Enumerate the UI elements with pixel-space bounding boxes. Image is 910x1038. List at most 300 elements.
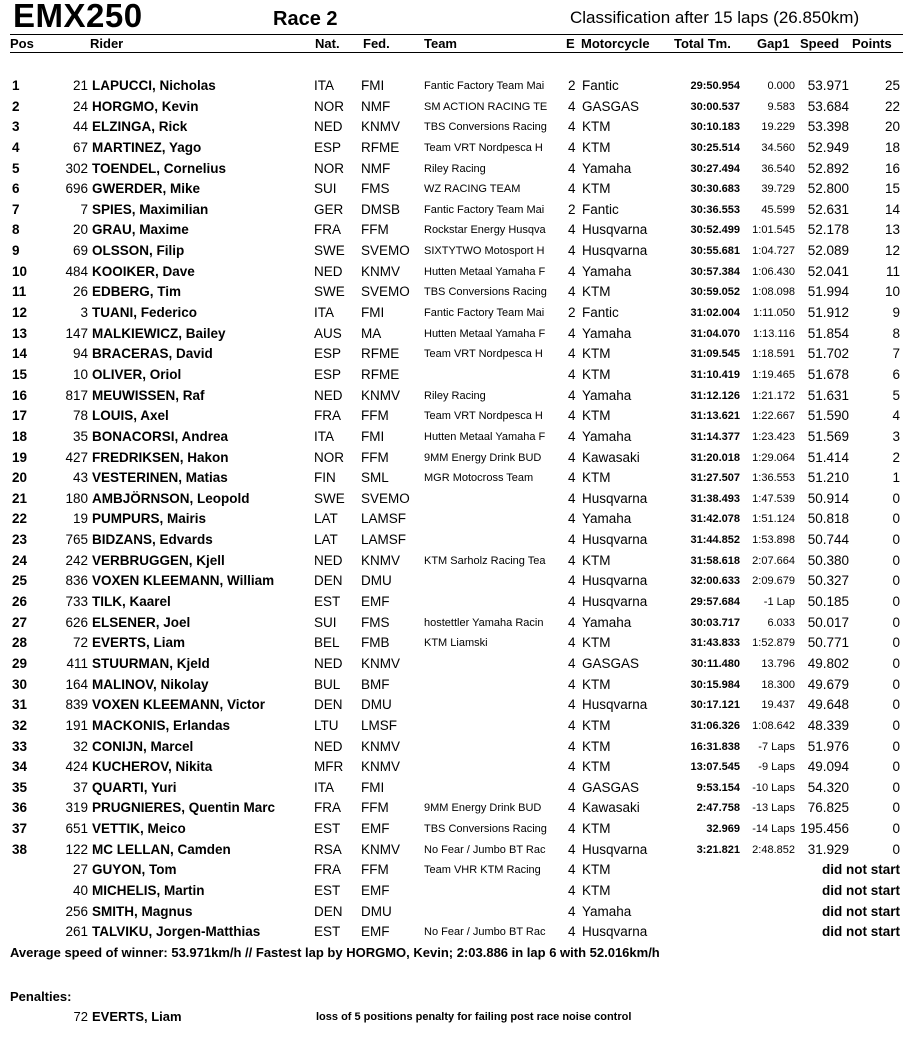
row-nat: NED [314, 738, 343, 754]
row-rider: MALKIEWICZ, Bailey [92, 325, 226, 341]
row-nat: FRA [314, 408, 341, 424]
row-motorcycle: GASGAS [582, 779, 640, 795]
row-motorcycle: KTM [582, 119, 611, 135]
table-row [10, 571, 903, 592]
row-pos: 8 [12, 222, 20, 238]
row-e: 4 [568, 470, 576, 486]
row-total-time: 31:20.018 [690, 451, 740, 464]
row-gap: 36.540 [761, 162, 795, 175]
row-e: 4 [568, 243, 576, 259]
row-speed: 54.320 [807, 779, 849, 795]
row-fed: EMF [361, 882, 390, 898]
row-team: TBS Conversions Racing [424, 823, 547, 836]
row-team: Team VRT Nordpesca H [424, 348, 543, 361]
row-fed: KNMV [361, 387, 401, 403]
row-e: 4 [568, 635, 576, 651]
row-gap: 2:07.664 [752, 554, 795, 567]
row-fed: SVEMO [361, 243, 410, 259]
table-row [10, 344, 903, 365]
row-nat: BEL [314, 635, 340, 651]
row-team: No Fear / Jumbo BT Rac [424, 926, 546, 939]
row-team: KTM Liamski [424, 637, 488, 650]
row-nat: ITA [314, 305, 334, 321]
row-total-time: 31:27.507 [690, 472, 740, 485]
row-rider: HORGMO, Kevin [92, 98, 199, 114]
row-number: 7 [80, 201, 88, 217]
row-rider: VETTIK, Meico [92, 821, 186, 837]
row-points: 0 [892, 635, 900, 651]
row-number: 424 [65, 759, 88, 775]
row-pos: 17 [12, 408, 28, 424]
row-gap: -9 Laps [758, 761, 795, 774]
row-team: SIXTYTWO Motosport H [424, 245, 545, 258]
row-points: did not start [822, 903, 900, 919]
row-rider: MICHELIS, Martin [92, 882, 205, 898]
row-fed: LAMSF [361, 511, 407, 527]
row-points: 25 [884, 78, 900, 93]
row-pos: 35 [12, 779, 28, 795]
row-fed: LMSF [361, 717, 398, 733]
row-points: 0 [892, 800, 900, 816]
row-nat: NED [314, 263, 343, 279]
table-row [10, 406, 903, 427]
row-total-time: 30:30.683 [690, 183, 740, 196]
row-number: 817 [65, 387, 88, 403]
row-e: 4 [568, 697, 576, 713]
row-e: 4 [568, 841, 576, 857]
row-number: 122 [65, 841, 88, 857]
row-motorcycle: Yamaha [582, 160, 632, 176]
row-pos: 34 [12, 759, 28, 775]
row-points: 0 [892, 655, 900, 671]
row-rider: SPIES, Maximilian [92, 201, 209, 217]
row-fed: EMF [361, 594, 390, 610]
row-number: 484 [65, 263, 88, 279]
table-row [10, 179, 903, 200]
row-motorcycle: GASGAS [582, 655, 640, 671]
row-nat: LAT [314, 532, 338, 548]
row-rider: OLIVER, Oriol [92, 366, 182, 382]
row-nat: NED [314, 387, 343, 403]
row-gap: 1:51.124 [752, 513, 795, 526]
row-pos: 38 [12, 841, 28, 857]
row-gap: 1:36.553 [752, 472, 795, 485]
row-rider: TUANI, Federico [92, 305, 198, 321]
row-total-time: 2:47.758 [696, 802, 740, 815]
table-row [10, 262, 903, 283]
table-row [10, 159, 903, 180]
row-e: 4 [568, 387, 576, 403]
row-points: 9 [892, 305, 900, 321]
row-fed: DMSB [361, 201, 401, 217]
row-gap: -7 Laps [758, 740, 795, 753]
table-row [10, 613, 903, 634]
row-fed: KNMV [361, 263, 401, 279]
row-motorcycle: Husqvarna [582, 841, 648, 857]
table-row [10, 654, 903, 675]
row-points: 16 [884, 160, 900, 176]
row-e: 2 [568, 201, 576, 217]
row-speed: 50.744 [807, 532, 849, 548]
race-title: Race 2 [273, 8, 338, 30]
table-row [10, 695, 903, 716]
row-number: 43 [72, 470, 88, 486]
row-e: 4 [568, 717, 576, 733]
row-team: Hutten Metaal Yamaha F [424, 265, 546, 278]
row-total-time: 13:07.545 [690, 761, 740, 774]
row-e: 4 [568, 284, 576, 300]
row-rider: ELSENER, Joel [92, 614, 191, 630]
row-pos: 4 [12, 139, 20, 155]
table-row [10, 922, 903, 943]
row-speed: 48.339 [807, 717, 849, 733]
row-gap: 1:08.642 [752, 719, 795, 732]
row-nat: SWE [314, 243, 345, 259]
row-number: 27 [72, 862, 88, 878]
row-motorcycle: KTM [582, 181, 611, 197]
row-rider: BRACERAS, David [92, 346, 213, 362]
row-e: 4 [568, 924, 576, 940]
row-points: 18 [884, 139, 900, 155]
penalty-text: loss of 5 positions penalty for failing post race noise control [316, 1011, 632, 1023]
row-number: 427 [65, 449, 88, 465]
row-total-time: 30:36.553 [690, 203, 740, 216]
row-nat: EST [314, 594, 341, 610]
table-row [10, 282, 903, 303]
row-motorcycle: KTM [582, 284, 611, 300]
row-pos: 25 [12, 573, 28, 589]
row-number: 67 [72, 139, 88, 155]
row-points: 8 [892, 325, 900, 341]
row-pos: 12 [12, 305, 28, 321]
row-number: 836 [65, 573, 88, 589]
row-e: 4 [568, 490, 576, 506]
row-team: Rockstar Energy Husqva [424, 224, 546, 237]
row-motorcycle: KTM [582, 759, 611, 775]
row-speed: 53.971 [807, 78, 849, 93]
row-number: 24 [72, 98, 88, 114]
row-nat: EST [314, 882, 341, 898]
row-speed: 52.800 [807, 181, 849, 197]
row-nat: ESP [314, 346, 342, 362]
row-speed: 51.631 [807, 387, 849, 403]
row-fed: NMF [361, 98, 391, 114]
row-fed: KNMV [361, 655, 401, 671]
row-rider: GRAU, Maxime [92, 222, 189, 238]
row-rider: TALVIKU, Jorgen-Matthias [92, 924, 261, 940]
table-row [10, 448, 903, 469]
row-gap: 0.000 [767, 80, 795, 92]
col-gap: Gap1 [757, 36, 790, 51]
row-e: 4 [568, 779, 576, 795]
row-rider: OLSSON, Filip [92, 243, 185, 259]
table-row [10, 881, 903, 902]
row-total-time: 31:43.833 [690, 637, 740, 650]
row-gap: 39.729 [761, 183, 795, 196]
row-number: 626 [65, 614, 88, 630]
row-nat: ITA [314, 428, 334, 444]
row-pos: 14 [12, 346, 28, 362]
row-fed: FFM [361, 800, 389, 816]
row-fed: FMI [361, 305, 385, 321]
row-fed: RFME [361, 366, 400, 382]
row-rider: MACKONIS, Erlandas [92, 717, 231, 733]
row-e: 4 [568, 532, 576, 548]
row-total-time: 30:59.052 [690, 286, 740, 299]
row-points: 0 [892, 532, 900, 548]
table-row [10, 489, 903, 510]
row-motorcycle: Kawasaki [582, 449, 640, 465]
row-nat: ITA [314, 779, 334, 795]
row-e: 4 [568, 821, 576, 837]
row-total-time: 31:06.326 [690, 719, 740, 732]
row-points: 2 [892, 449, 900, 465]
row-rider: LOUIS, Axel [92, 408, 169, 424]
row-total-time: 31:58.618 [690, 554, 740, 567]
row-total-time: 31:02.004 [690, 307, 740, 320]
row-motorcycle: Yamaha [582, 387, 632, 403]
row-fed: DMU [361, 573, 392, 589]
row-points: 0 [892, 490, 900, 506]
row-total-time: 31:13.621 [690, 410, 740, 423]
row-e: 4 [568, 594, 576, 610]
row-nat: FIN [314, 470, 336, 486]
row-motorcycle: KTM [582, 470, 611, 486]
row-speed: 51.854 [807, 325, 849, 341]
row-team: 9MM Energy Drink BUD [424, 802, 542, 815]
row-e: 4 [568, 862, 576, 878]
table-row [10, 241, 903, 262]
row-total-time: 31:04.070 [690, 327, 740, 340]
row-number: 839 [65, 697, 88, 713]
row-speed: 51.210 [807, 470, 849, 486]
row-gap: -10 Laps [752, 781, 795, 794]
row-e: 2 [568, 78, 576, 93]
row-rider: TILK, Kaarel [92, 594, 171, 610]
row-motorcycle: Yamaha [582, 325, 632, 341]
table-row [10, 592, 903, 613]
row-speed: 31.929 [807, 841, 849, 857]
row-speed: 51.678 [807, 366, 849, 382]
row-points: 20 [884, 119, 900, 135]
row-points: 1 [892, 470, 900, 486]
row-fed: KNMV [361, 759, 401, 775]
row-total-time: 16:31.838 [690, 740, 740, 753]
row-total-time: 30:00.537 [690, 100, 740, 113]
col-nat: Nat. [315, 36, 340, 51]
row-pos: 15 [12, 366, 28, 382]
row-speed: 51.912 [807, 305, 849, 321]
row-rider: EVERTS, Liam [92, 635, 186, 651]
row-points: 0 [892, 821, 900, 837]
row-number: 696 [65, 181, 88, 197]
row-team: Hutten Metaal Yamaha F [424, 327, 546, 340]
row-e: 4 [568, 139, 576, 155]
table-row [10, 138, 903, 159]
row-team: 9MM Energy Drink BUD [424, 451, 542, 464]
row-fed: DMU [361, 697, 392, 713]
table-row [10, 117, 903, 138]
table-row [10, 530, 903, 551]
row-nat: BUL [314, 676, 341, 692]
row-fed: FMI [361, 779, 385, 795]
table-row [10, 303, 903, 324]
row-number: 21 [72, 78, 88, 93]
row-nat: DEN [314, 903, 343, 919]
row-nat: GER [314, 201, 344, 217]
row-nat: NOR [314, 160, 344, 176]
row-gap: 1:11.050 [752, 307, 795, 320]
row-pos: 30 [12, 676, 28, 692]
row-number: 19 [72, 511, 88, 527]
row-total-time: 30:15.984 [690, 678, 740, 691]
row-gap: 6.033 [767, 616, 795, 629]
row-total-time: 9:53.154 [696, 781, 740, 794]
row-points: 12 [884, 243, 900, 259]
row-speed: 51.569 [807, 428, 849, 444]
row-points: 0 [892, 676, 900, 692]
row-total-time: 32:00.633 [690, 575, 740, 588]
row-nat: AUS [314, 325, 342, 341]
row-speed: 51.976 [807, 738, 849, 754]
row-speed: 50.771 [807, 635, 849, 651]
row-e: 4 [568, 346, 576, 362]
row-motorcycle: Yamaha [582, 614, 632, 630]
row-pos: 7 [12, 201, 20, 217]
row-rider: KUCHEROV, Nikita [92, 759, 213, 775]
row-pos: 31 [12, 697, 28, 713]
row-gap: 1:22.667 [752, 410, 795, 423]
row-speed: 53.684 [807, 98, 849, 114]
row-rider: BIDZANS, Edvards [92, 532, 213, 548]
row-e: 4 [568, 366, 576, 382]
row-e: 4 [568, 573, 576, 589]
row-points: 15 [884, 181, 900, 197]
row-pos: 24 [12, 552, 28, 568]
row-rider: EDBERG, Tim [92, 284, 182, 300]
row-number: 411 [66, 655, 88, 671]
row-gap: -14 Laps [752, 823, 795, 836]
row-e: 4 [568, 759, 576, 775]
row-speed: 51.994 [807, 284, 849, 300]
row-nat: FRA [314, 222, 341, 238]
row-number: 765 [65, 532, 88, 548]
row-pos: 11 [12, 284, 27, 300]
row-speed: 50.380 [807, 552, 849, 568]
row-speed: 49.679 [807, 676, 849, 692]
page-header [0, 0, 910, 34]
row-points: 3 [892, 428, 900, 444]
row-speed: 50.017 [807, 614, 849, 630]
row-team: Hutten Metaal Yamaha F [424, 430, 546, 443]
row-number: 10 [72, 366, 88, 382]
col-motorcycle: Motorcycle [581, 36, 650, 51]
row-nat: SWE [314, 490, 345, 506]
row-motorcycle: KTM [582, 552, 611, 568]
row-points: 0 [892, 511, 900, 527]
row-e: 4 [568, 222, 576, 238]
row-points: 0 [892, 614, 900, 630]
row-team: TBS Conversions Racing [424, 121, 547, 134]
row-pos: 10 [12, 263, 28, 279]
row-speed: 52.178 [807, 222, 849, 238]
row-pos: 21 [12, 490, 28, 506]
row-rider: MARTINEZ, Yago [92, 139, 202, 155]
row-total-time: 30:17.121 [690, 699, 740, 712]
table-row [10, 819, 903, 840]
row-e: 4 [568, 655, 576, 671]
table-row [10, 716, 903, 737]
row-number: 733 [65, 594, 88, 610]
column-header [10, 34, 903, 53]
row-fed: FFM [361, 449, 389, 465]
row-points: 0 [892, 573, 900, 589]
row-e: 4 [568, 511, 576, 527]
row-number: 35 [72, 428, 88, 444]
row-motorcycle: Husqvarna [582, 490, 648, 506]
row-fed: LAMSF [361, 532, 407, 548]
penalty-row [10, 1009, 900, 1027]
row-fed: FMI [361, 78, 385, 93]
row-team: Fantic Factory Team Mai [424, 80, 545, 92]
row-gap: 2:09.679 [752, 575, 795, 588]
row-nat: NED [314, 655, 343, 671]
row-pos: 29 [12, 655, 28, 671]
row-pos: 33 [12, 738, 28, 754]
row-team: SM ACTION RACING TE [424, 100, 548, 113]
row-e: 4 [568, 800, 576, 816]
row-rider: LAPUCCI, Nicholas [92, 78, 216, 93]
row-team: hostettler Yamaha Racin [424, 616, 544, 629]
row-points: did not start [822, 924, 900, 940]
row-points: 0 [892, 841, 900, 857]
row-points: 0 [892, 738, 900, 754]
row-number: 26 [72, 284, 88, 300]
row-nat: FRA [314, 800, 341, 816]
row-speed: 53.398 [807, 119, 849, 135]
row-e: 4 [568, 325, 576, 341]
row-rider: MC LELLAN, Camden [92, 841, 231, 857]
row-nat: LAT [314, 511, 338, 527]
table-row [10, 551, 903, 572]
row-rider: ELZINGA, Rick [92, 119, 188, 135]
row-team: Fantic Factory Team Mai [424, 203, 545, 216]
row-motorcycle: KTM [582, 346, 611, 362]
table-row [10, 860, 903, 881]
row-nat: ITA [314, 78, 334, 93]
row-fed: RFME [361, 139, 400, 155]
penalty-rider: EVERTS, Liam [92, 1009, 182, 1024]
row-motorcycle: Fantic [582, 78, 619, 93]
row-rider: SMITH, Magnus [92, 903, 193, 919]
row-fed: SVEMO [361, 490, 410, 506]
row-speed: 49.094 [807, 759, 849, 775]
results-table [10, 76, 903, 943]
row-rider: FREDRIKSEN, Hakon [92, 449, 229, 465]
row-total-time: 3:21.821 [696, 843, 740, 856]
row-pos: 26 [12, 594, 28, 610]
row-number: 40 [72, 882, 88, 898]
table-row [10, 840, 903, 861]
row-gap: 1:04.727 [752, 245, 795, 258]
row-speed: 51.414 [807, 449, 849, 465]
row-rider: VERBRUGGEN, Kjell [92, 552, 225, 568]
table-row [10, 365, 903, 386]
row-pos: 13 [12, 325, 28, 341]
race-summary: Average speed of winner: 53.971km/h // Fastest lap by HORGMO, Kevin; 2:03.886 in lap 6 with 52.016km/h [10, 945, 660, 960]
row-motorcycle: KTM [582, 408, 611, 424]
row-rider: VESTERINEN, Matias [92, 470, 228, 486]
